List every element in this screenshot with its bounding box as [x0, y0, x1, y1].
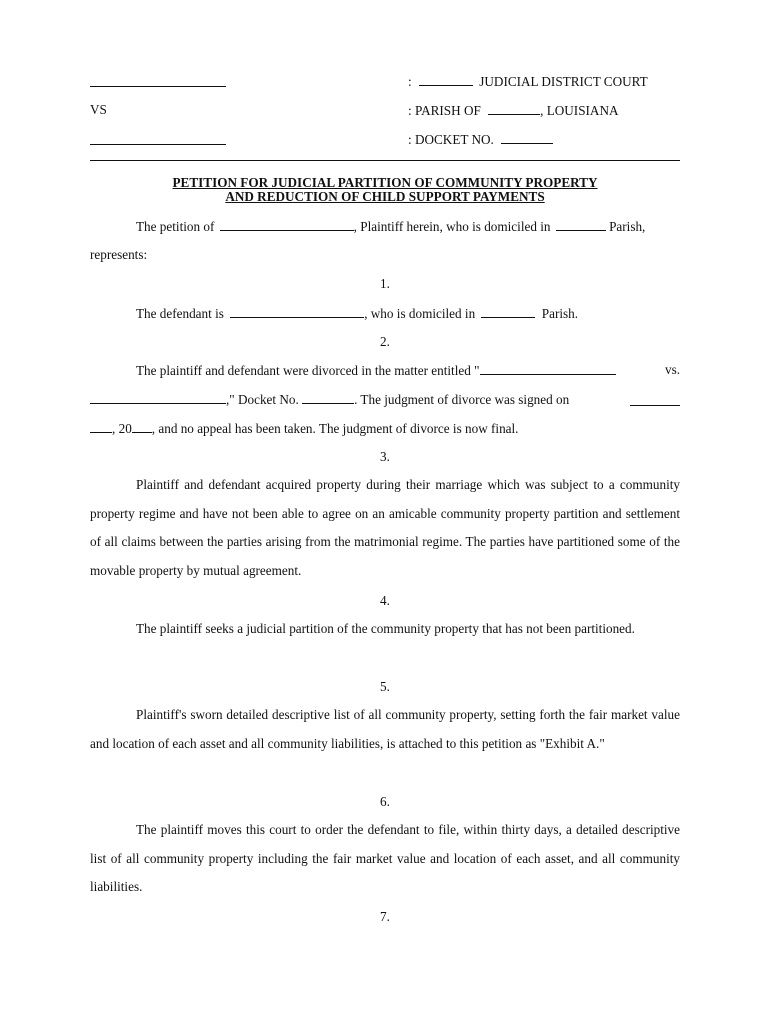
caption-colon: : — [408, 74, 412, 89]
section-number-2: 2. — [380, 334, 390, 349]
defendant-blank[interactable] — [230, 305, 364, 318]
section-number-5: 5. — [380, 679, 390, 694]
vs-label: VS — [90, 102, 107, 117]
parish-name-blank[interactable] — [488, 102, 540, 115]
docket-number-blank[interactable] — [501, 131, 553, 144]
year-prefix-text: , 20 — [112, 421, 132, 436]
final-judgment-text: , and no appeal has been taken. The judgment of divorce is now final. — [151, 421, 519, 436]
section-3-paragraph — [90, 471, 680, 585]
title-line-2: AND REDUCTION OF CHILD SUPPORT PAYMENTS — [225, 189, 545, 204]
court-label: JUDICIAL DISTRICT COURT — [479, 74, 648, 89]
district-number-blank[interactable] — [419, 73, 473, 86]
document-title — [90, 176, 680, 204]
court-line — [408, 73, 648, 90]
case-party-2-blank[interactable] — [90, 391, 226, 404]
intro-line — [90, 218, 680, 235]
section-2-line-3 — [90, 420, 680, 437]
plaintiff-blank[interactable] — [220, 218, 354, 231]
case-party-1-blank[interactable] — [480, 362, 616, 375]
section-4-text: The plaintiff seeks a judicial partition of the community property that has not been partitioned. — [136, 621, 635, 636]
section-2-line-2 — [90, 391, 680, 408]
parish-line — [408, 102, 619, 119]
plaintiff-parish-blank[interactable] — [556, 218, 606, 231]
defendant-parish-blank[interactable] — [481, 305, 535, 318]
defendant-parish-text: Parish. — [541, 306, 579, 321]
caption-divider — [90, 160, 680, 161]
section-number-6: 6. — [380, 794, 390, 809]
section-6-text: The plaintiff moves this court to order the defendant to file, within thirty days, a detailed descriptive list of all community property including the fair market value and location of each asset, and all community liabilities. — [90, 822, 680, 895]
section-number-1: 1. — [380, 276, 390, 291]
year-blank[interactable] — [132, 420, 152, 433]
intro-text-1: The petition of — [136, 219, 215, 234]
divorce-docket-blank[interactable] — [302, 391, 354, 404]
judgment-date-blank-1[interactable] — [630, 393, 680, 406]
judgment-signed-text: . The judgment of divorce was signed on — [354, 392, 570, 407]
title-line-1: PETITION FOR JUDICIAL PARTITION OF COMMUNITY PROPERTY — [172, 175, 598, 190]
plaintiff-name-blank[interactable] — [90, 86, 226, 87]
docket-label: : DOCKET NO. — [408, 132, 494, 147]
defendant-name-blank[interactable] — [90, 144, 226, 145]
represents-text: represents: — [90, 247, 148, 262]
vs-text: vs. — [664, 362, 680, 377]
docket-no-text: ," Docket No. — [226, 392, 299, 407]
louisiana-label: , LOUISIANA — [540, 103, 619, 118]
section-5-text: Plaintiff's sworn detailed descriptive list of all community property, setting forth the fair market value and location of each asset and all community liabilities, is attached to this petition as "Exhibit A." — [90, 707, 680, 751]
parish-label: : PARISH OF — [408, 103, 481, 118]
section-number-3: 3. — [380, 449, 390, 464]
section-1-text — [90, 305, 680, 322]
divorce-text: The plaintiff and defendant were divorced in the matter entitled " — [136, 363, 480, 378]
defendant-is-text: The defendant is — [136, 306, 224, 321]
defendant-domicile-text: , who is domiciled in — [364, 306, 476, 321]
intro-text-3: Parish, — [609, 219, 646, 234]
section-4-paragraph — [90, 615, 680, 644]
section-3-text: Plaintiff and defendant acquired property during their marriage which was subject to a community property regime and have not been able to agree on an amicable community property partition and settlement of all claims between the parties arising from the matrimonial regime. The parties have partitioned some of the movable property by mutual agreement. — [90, 477, 680, 578]
section-2-line-1 — [90, 362, 680, 379]
section-number-4: 4. — [380, 593, 390, 608]
docket-line — [408, 131, 553, 148]
section-6-paragraph — [90, 816, 680, 902]
section-number-7: 7. — [380, 909, 390, 924]
judgment-date-blank-2[interactable] — [90, 420, 112, 433]
section-5-paragraph — [90, 701, 680, 758]
intro-text-2: , Plaintiff herein, who is domiciled in — [353, 219, 551, 234]
